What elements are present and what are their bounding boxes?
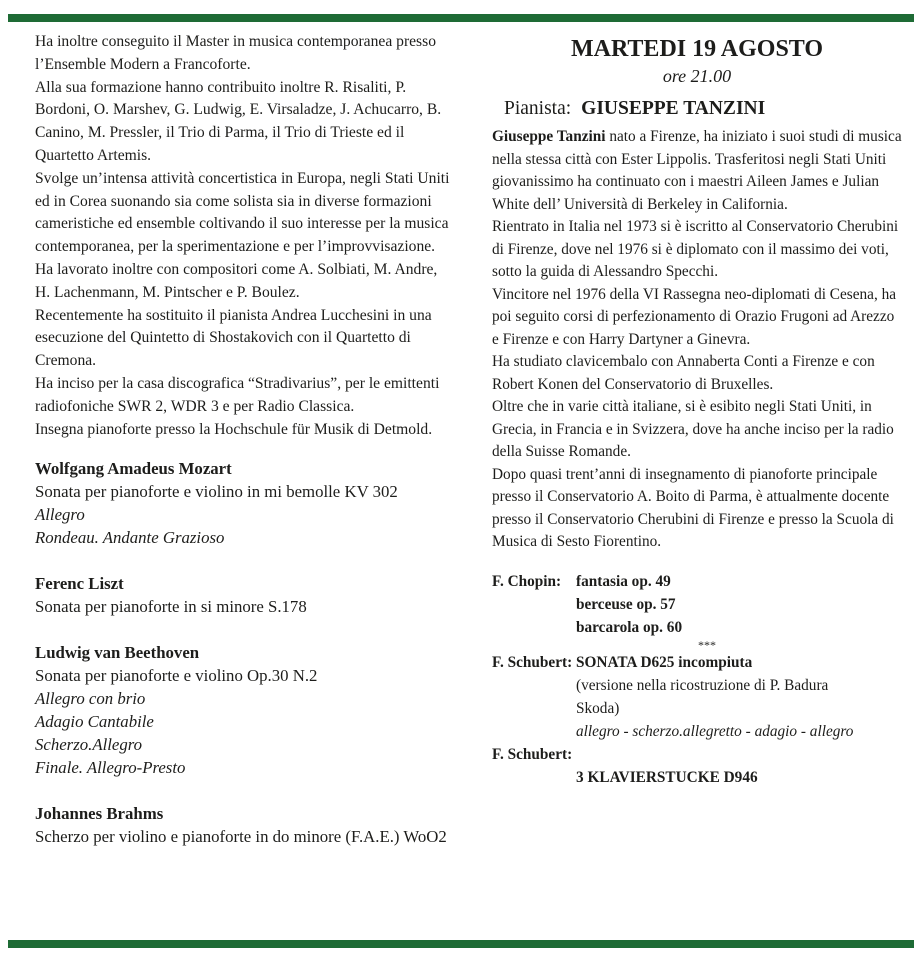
work-title: berceuse op. 57 — [576, 595, 676, 613]
composer-name: Ferenc Liszt — [35, 574, 124, 594]
movement: Finale. Allegro-Presto — [35, 758, 186, 778]
bio-lead-text: nato a Firenze, ha iniziato i suoi studi di musica nella stessa città con Ester Lippolis. Trasferitosi negli Stati Uniti giovanissimo ha continuato con i maestri Aileen James e Julian White dell’ Università di Berkeley in California. — [492, 128, 902, 213]
work-title: barcarola op. 60 — [576, 618, 683, 636]
bio-paragraph: Svolge un’intensa attività concertistica in Europa, negli Stati Uniti ed in Corea suonando sia come solista sia in diverse formazioni cameristiche ed ensemble coltivando il suo interesse per la musica contemporanea, per la sperimentazione e per l’improvvisazione. Ha lavorato inoltre con compositori come A. Solbiati, M. Andre, H. Lachenmann, M. Pintscher e P. Boulez. — [35, 169, 450, 301]
pianist-label: Pianista: — [504, 98, 572, 119]
work-note: (versione nella ricostruzione di P. Badura Skoda) — [576, 676, 829, 717]
work-title: Sonata per pianoforte in si minore S.178 — [35, 597, 307, 617]
program-piece-liszt — [35, 572, 455, 618]
movements-list: allegro - scherzo.allegretto - adagio - allegro — [576, 722, 854, 740]
composer-label: F. Schubert: — [492, 745, 573, 763]
program-piece-mozart — [35, 457, 455, 549]
program-separator: *** — [698, 637, 716, 652]
bio-paragraph: Rientrato in Italia nel 1973 si è iscritto al Conservatorio Cherubini di Firenze, dove nel 1976 si è diplomato con il massimo dei voti, sotto la guida di Alessandro Specchi. — [492, 218, 899, 280]
program-piece-brahms — [35, 802, 455, 848]
work-title: Scherzo per violino e pianoforte in do minore (F.A.E.) WoO2 — [35, 827, 447, 847]
pianist-heading — [492, 96, 902, 122]
composer-name: Ludwig van Beethoven — [35, 643, 200, 663]
composer-name: Johannes Brahms — [35, 804, 164, 824]
performer-bio — [35, 31, 455, 441]
composer-label: F. Schubert: — [492, 653, 573, 671]
work-title: 3 KLAVIERSTUCKE D946 — [576, 768, 758, 786]
bio-paragraph — [492, 126, 902, 216]
bio-paragraph: Insegna pianoforte presso la Hochschule für Musik di Detmold. — [35, 420, 433, 438]
bottom-green-rule — [8, 940, 914, 948]
bio-paragraph: Ha inciso per la casa discografica “Stradivarius”, per le emittenti radiofoniche SWR 2, WDR 3 e per Radio Classica. — [35, 374, 440, 415]
right-column — [492, 31, 902, 789]
work-title: Sonata per pianoforte e violino Op.30 N.2 — [35, 666, 318, 686]
recital-program — [492, 570, 902, 789]
bio-paragraph: Vincitore nel 1976 della VI Rassegna neo-diplomati di Cesena, ha poi seguito corsi di perfezionamento di Orazio Frugoni ad Arezzo e Firenze e con Harry Dartyner a Ginevra. — [492, 285, 897, 348]
concert-time: ore 21.00 — [662, 66, 732, 86]
program-row-schubert-sonata — [492, 651, 902, 674]
work-title: SONATA D625 incompiuta — [576, 653, 753, 671]
movement: Adagio Cantabile — [35, 712, 154, 732]
pianist-name: GIUSEPPE TANZINI — [581, 98, 766, 119]
program-row-chopin — [492, 570, 902, 593]
composer-label: F. Chopin: — [492, 572, 562, 590]
bio-paragraph: Ha inoltre conseguito il Master in musica contemporanea presso l’Ensemble Modern a Francoforte. — [35, 33, 436, 73]
movement: Scherzo.Allegro — [35, 735, 143, 755]
bio-paragraph: Alla sua formazione hanno contribuito inoltre R. Risaliti, P. Bordoni, O. Marshev, G. Ludwig, E. Virsaladze, J. Achucarro, B. Canino, M. Pressler, il Trio di Parma, il Trio di Trieste ed il Quartetto Artemis. — [35, 78, 442, 164]
left-column — [35, 31, 455, 848]
work-title: Sonata per pianoforte e violino in mi bemolle KV 302 — [35, 482, 398, 502]
composer-name: Wolfgang Amadeus Mozart — [35, 459, 232, 479]
concert-date: MARTEDI 19 AGOSTO — [570, 36, 824, 62]
bio-paragraph: Recentemente ha sostituito il pianista Andrea Lucchesini in una esecuzione del Quintetto di Shostakovich con il Quartetto di Cremona. — [35, 306, 432, 370]
bio-paragraph: Ha studiato clavicembalo con Annaberta Conti a Firenze e con Robert Konen del Conservatorio di Bruxelles. — [492, 353, 875, 393]
bio-paragraph: Oltre che in varie città italiane, si è esibito negli Stati Uniti, in Grecia, in Francia e in Svizzera, dove ha anche inciso per la radio della Suisse Romande. — [492, 398, 894, 460]
movement: Rondeau. Andante Grazioso — [35, 528, 225, 548]
bio-lead-name: Giuseppe Tanzini — [492, 128, 606, 145]
work-title: fantasia op. 49 — [576, 572, 671, 590]
pianist-bio — [492, 126, 902, 554]
movement: Allegro — [35, 505, 85, 525]
top-green-rule — [8, 14, 914, 22]
movement: Allegro con brio — [35, 689, 146, 709]
program-piece-beethoven — [35, 641, 455, 779]
bio-paragraph: Dopo quasi trent’anni di insegnamento di pianoforte principale presso il Conservatorio A. Boito di Parma, è attualmente docente presso il Conservatorio Cherubini di Firenze e presso la Scuola di Musica di Sesto Fiorentino. — [492, 465, 894, 550]
